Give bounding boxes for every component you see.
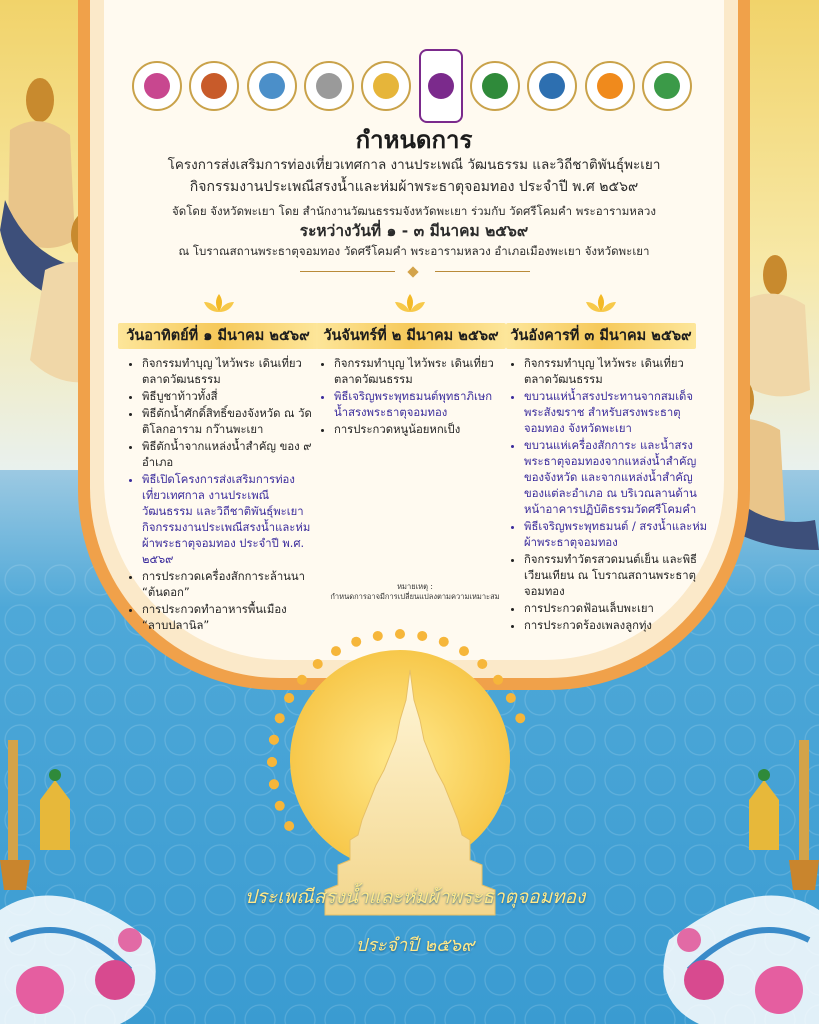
sun-dot [373,631,383,641]
schedule-item: • พิธีตักน้ำจากแหล่งน้ำสำคัญ ของ ๙ อำเภอ [142,439,312,471]
day-header-1: วันอาทิตย์ที่ ๑ มีนาคม ๒๕๖๙ [118,323,318,349]
sun-dot [395,629,405,639]
sun-dot [275,801,285,811]
sun-dot [417,631,427,641]
remark-text: กำหนดการอาจมีการเปลี่ยนแปลงตามความเหมาะสม [330,592,500,601]
sun-dot [269,735,279,745]
schedule-item: • กิจกรรมทำบุญ ไหว้พระ เดินเที่ยวตลาดวัฒนธรรม [142,356,312,388]
schedule-item: • พิธีบูชาท้าวทั้งสี่ [142,389,312,405]
activity-name: กิจกรรมงานประเพณีสรงน้ำและห่มผ้าพระธาตุจอมทอง ประจำปี พ.ศ ๒๕๖๙ [189,179,639,195]
footer-banner-year: ประจำปี ๒๕๖๙ [355,935,475,956]
schedule-item: • กิจกรรมทำบุญ ไหว้พระ เดินเที่ยวตลาดวัฒนธรรม [334,356,504,388]
sun-dot [284,821,294,831]
schedule-item: • กิจกรรมทำวัตรสวดมนต์เย็น และพิธีเวียนเทียน ณ โบราณสถานพระธาตุจอมทอง [524,552,709,600]
day-header-2: วันจันทร์ที่ ๒ มีนาคม ๒๕๖๙ [316,323,506,349]
stupa-icon [310,660,510,920]
schedule-item: • พิธีเปิดโครงการส่งเสริมการท่องเที่ยวเทศกาล งานประเพณี วัฒนธรรม และวิถีชาติพันธุ์พะเยา กิจกรรมงานประเพณีสรงน้ำและห่มผ้าพระธาตุจอมทอง ประจำปี พ.ศ. ๒๕๖๙ [142,472,312,568]
schedule-item: • การประกวดทำอาหารพื้นเมือง “ลาบปลานิล” [142,602,312,634]
schedule-item: • การประกวดหนูน้อยหกเป็ง [334,422,504,438]
schedule-item: • ขบวนแห่เครื่องสักการะ และน้ำสรงพระธาตุจอมทองจากแหล่งน้ำสำคัญของจังหวัด และจากแหล่งน้ำสำคัญของแต่ละอำเภอ ณ บริเวณลานด้านหน้าอาคารปฏิบัติธรรมวัดศรีโคมคำ [524,438,709,518]
sun-dot [267,757,277,767]
schedule-item: • พิธีเจริญพระพุทธมนต์ / สรงน้ำและห่มผ้าพระธาตุจอมทอง [524,519,709,551]
schedule-item: • พิธีเจริญพระพุทธมนต์พุทธาภิเษก น้ำสรงพระธาตุจอมทอง [334,389,504,421]
schedule-item: • การประกวดเครื่องสักการะล้านนา “ต้นดอก” [142,569,312,601]
schedule-item: • ขบวนแห่น้ำสรงประทานจากสมเด็จพระสังฆราช สำหรับสรงพระธาตุจอมทอง จังหวัดพะเยา [524,389,709,437]
sun-dot [515,713,525,723]
event-venue: ณ โบราณสถานพระธาตุจอมทอง วัดศรีโคมคำ พระอารามหลวง อำเภอเมืองพะเยา จังหวัดพะเยา [178,244,650,258]
sun-dot [297,675,307,685]
project-name: โครงการส่งเสริมการท่องเที่ยวเทศกาล งานประเพณี วัฒนธรรม และวิถีชาติพันธุ์พะเยา [167,157,661,173]
organizer-text: จัดโดย จังหวัดพะเยา โดย สำนักงานวัฒนธรรมจังหวัดพะเยา ร่วมกับ วัดศรีโคมคำ พระอารามหลวง [172,204,656,218]
right-corner-decoration [639,740,819,1024]
sun-dot [331,646,341,656]
sun-dot [351,637,361,647]
schedule-item: • การประกวดฟ้อนเล็บพะเยา [524,601,709,617]
sun-dot [275,713,285,723]
left-corner-decoration [0,740,180,1024]
footer-banner-title: ประเพณีสรงน้ำและห่มผ้าพระธาตุจอมทอง [244,886,586,908]
event-dates: ระหว่างวันที่ ๑ - ๓ มีนาคม ๒๕๖๙ [299,222,529,240]
remark-label: หมายเหตุ : [397,582,433,591]
schedule-item: • กิจกรรมทำบุญ ไหว้พระ เดินเที่ยวตลาดวัฒนธรรม [524,356,709,388]
schedule-item: • การประกวดร้องเพลงลูกทุ่ง [524,618,709,634]
schedule-item: • พิธีตักน้ำศักดิ์สิทธิ์ของจังหวัด ณ วัดติโลกอาราม กว๊านพะเยา [142,406,312,438]
sun-dot [439,637,449,647]
day-header-3: วันอังคารที่ ๓ มีนาคม ๒๕๖๙ [506,323,696,349]
sun-dot [459,646,469,656]
sun-dot [284,693,294,703]
sun-dot [269,779,279,789]
page-title: กำหนดการ [355,126,473,154]
